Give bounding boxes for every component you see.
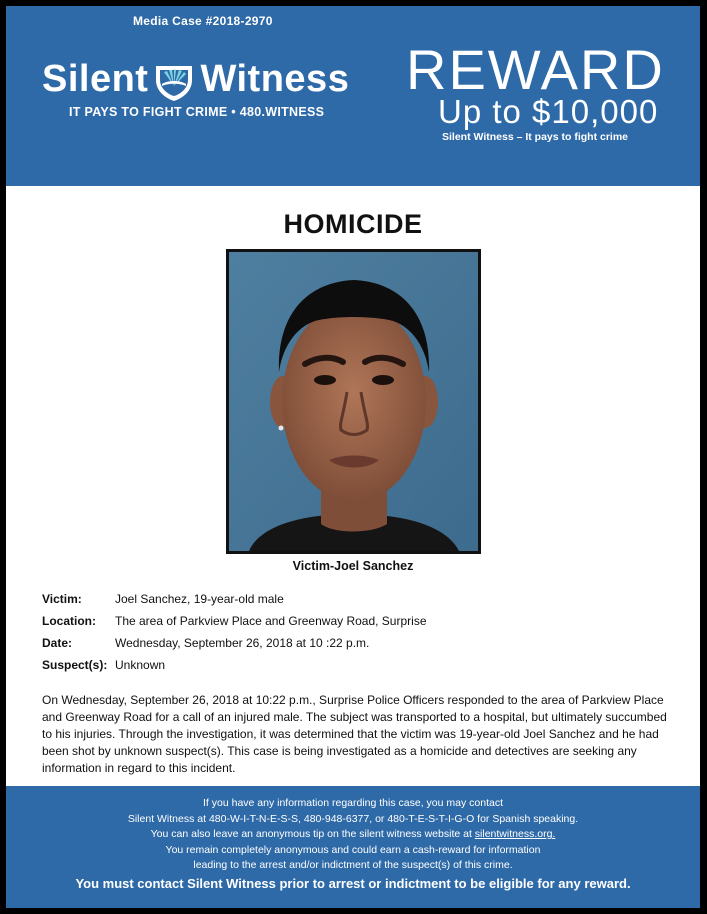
logo-word-silent: Silent: [42, 58, 149, 100]
victim-value: Joel Sanchez, 19-year-old male: [115, 592, 284, 606]
silent-witness-logo: [42, 56, 349, 102]
victim-photo: [229, 252, 478, 551]
shield-sunburst-icon: [154, 56, 194, 102]
media-case-number: Media Case #2018-2970: [133, 14, 273, 28]
reward-title: REWARD: [406, 38, 665, 101]
website-link[interactable]: silentwitness.org.: [474, 828, 556, 841]
photo-caption: Victim-Joel Sanchez: [292, 559, 414, 573]
footer-line-1: If you have any information regarding this case, you may contact: [203, 797, 503, 809]
date-value: Wednesday, September 26, 2018 at 10 :22 p.m.: [115, 636, 370, 650]
reward-amount: Up to $10,000: [438, 93, 659, 130]
date-label: Date:: [42, 636, 73, 650]
flyer: [6, 6, 700, 908]
footer-contact-info: [6, 796, 700, 874]
eligibility-warning: You must contact Silent Witness prior to arrest or indictment to be eligible for any reward.: [75, 876, 631, 891]
case-narrative: On Wednesday, September 26, 2018 at 10:22 p.m., Surprise Police Officers responded to the area of Parkview Place and Greenway Road for a call of an injured male. The subject was transported to a hospital, but ultimately succumbed to his injuries. Through the investigation, it was determined that the victim was 19-year-old Joel Sanchez and he had been shot by unknown suspect(s). This case is being investigated as a homicide and detectives are seeking any information in regard to this incident.: [42, 693, 667, 775]
footer-line-3-text: You can also leave an anonymous tip on the silent witness website at: [150, 828, 475, 841]
reward-tagline: Silent Witness – It pays to fight crime: [442, 131, 629, 143]
footer-line-3: [6, 827, 700, 843]
footer-line-2: Silent Witness at 480-W-I-T-N-E-S-S, 480-948-6377, or 480-T-E-S-T-I-G-O for Spanish speaking.: [127, 812, 579, 825]
footer-line-5: leading to the arrest and/or indictment of the suspect(s) of this crime.: [193, 859, 513, 872]
suspect-label: Suspect(s):: [42, 658, 108, 672]
footer-banner: [6, 786, 700, 908]
logo-tagline: IT PAYS TO FIGHT CRIME • 480.WITNESS: [69, 105, 325, 119]
crime-title: HOMICIDE: [283, 209, 423, 239]
victim-label: Victim:: [42, 592, 82, 606]
suspect-value: Unknown: [115, 658, 166, 672]
location-value: The area of Parkview Place and Greenway Road, Surprise: [115, 614, 427, 628]
victim-photo-frame: [226, 249, 481, 554]
location-label: Location:: [42, 614, 96, 628]
header-banner: [6, 6, 700, 186]
logo-word-witness: Witness: [200, 58, 350, 100]
footer-line-4: You remain completely anonymous and could earn a cash-reward for information: [165, 843, 541, 856]
